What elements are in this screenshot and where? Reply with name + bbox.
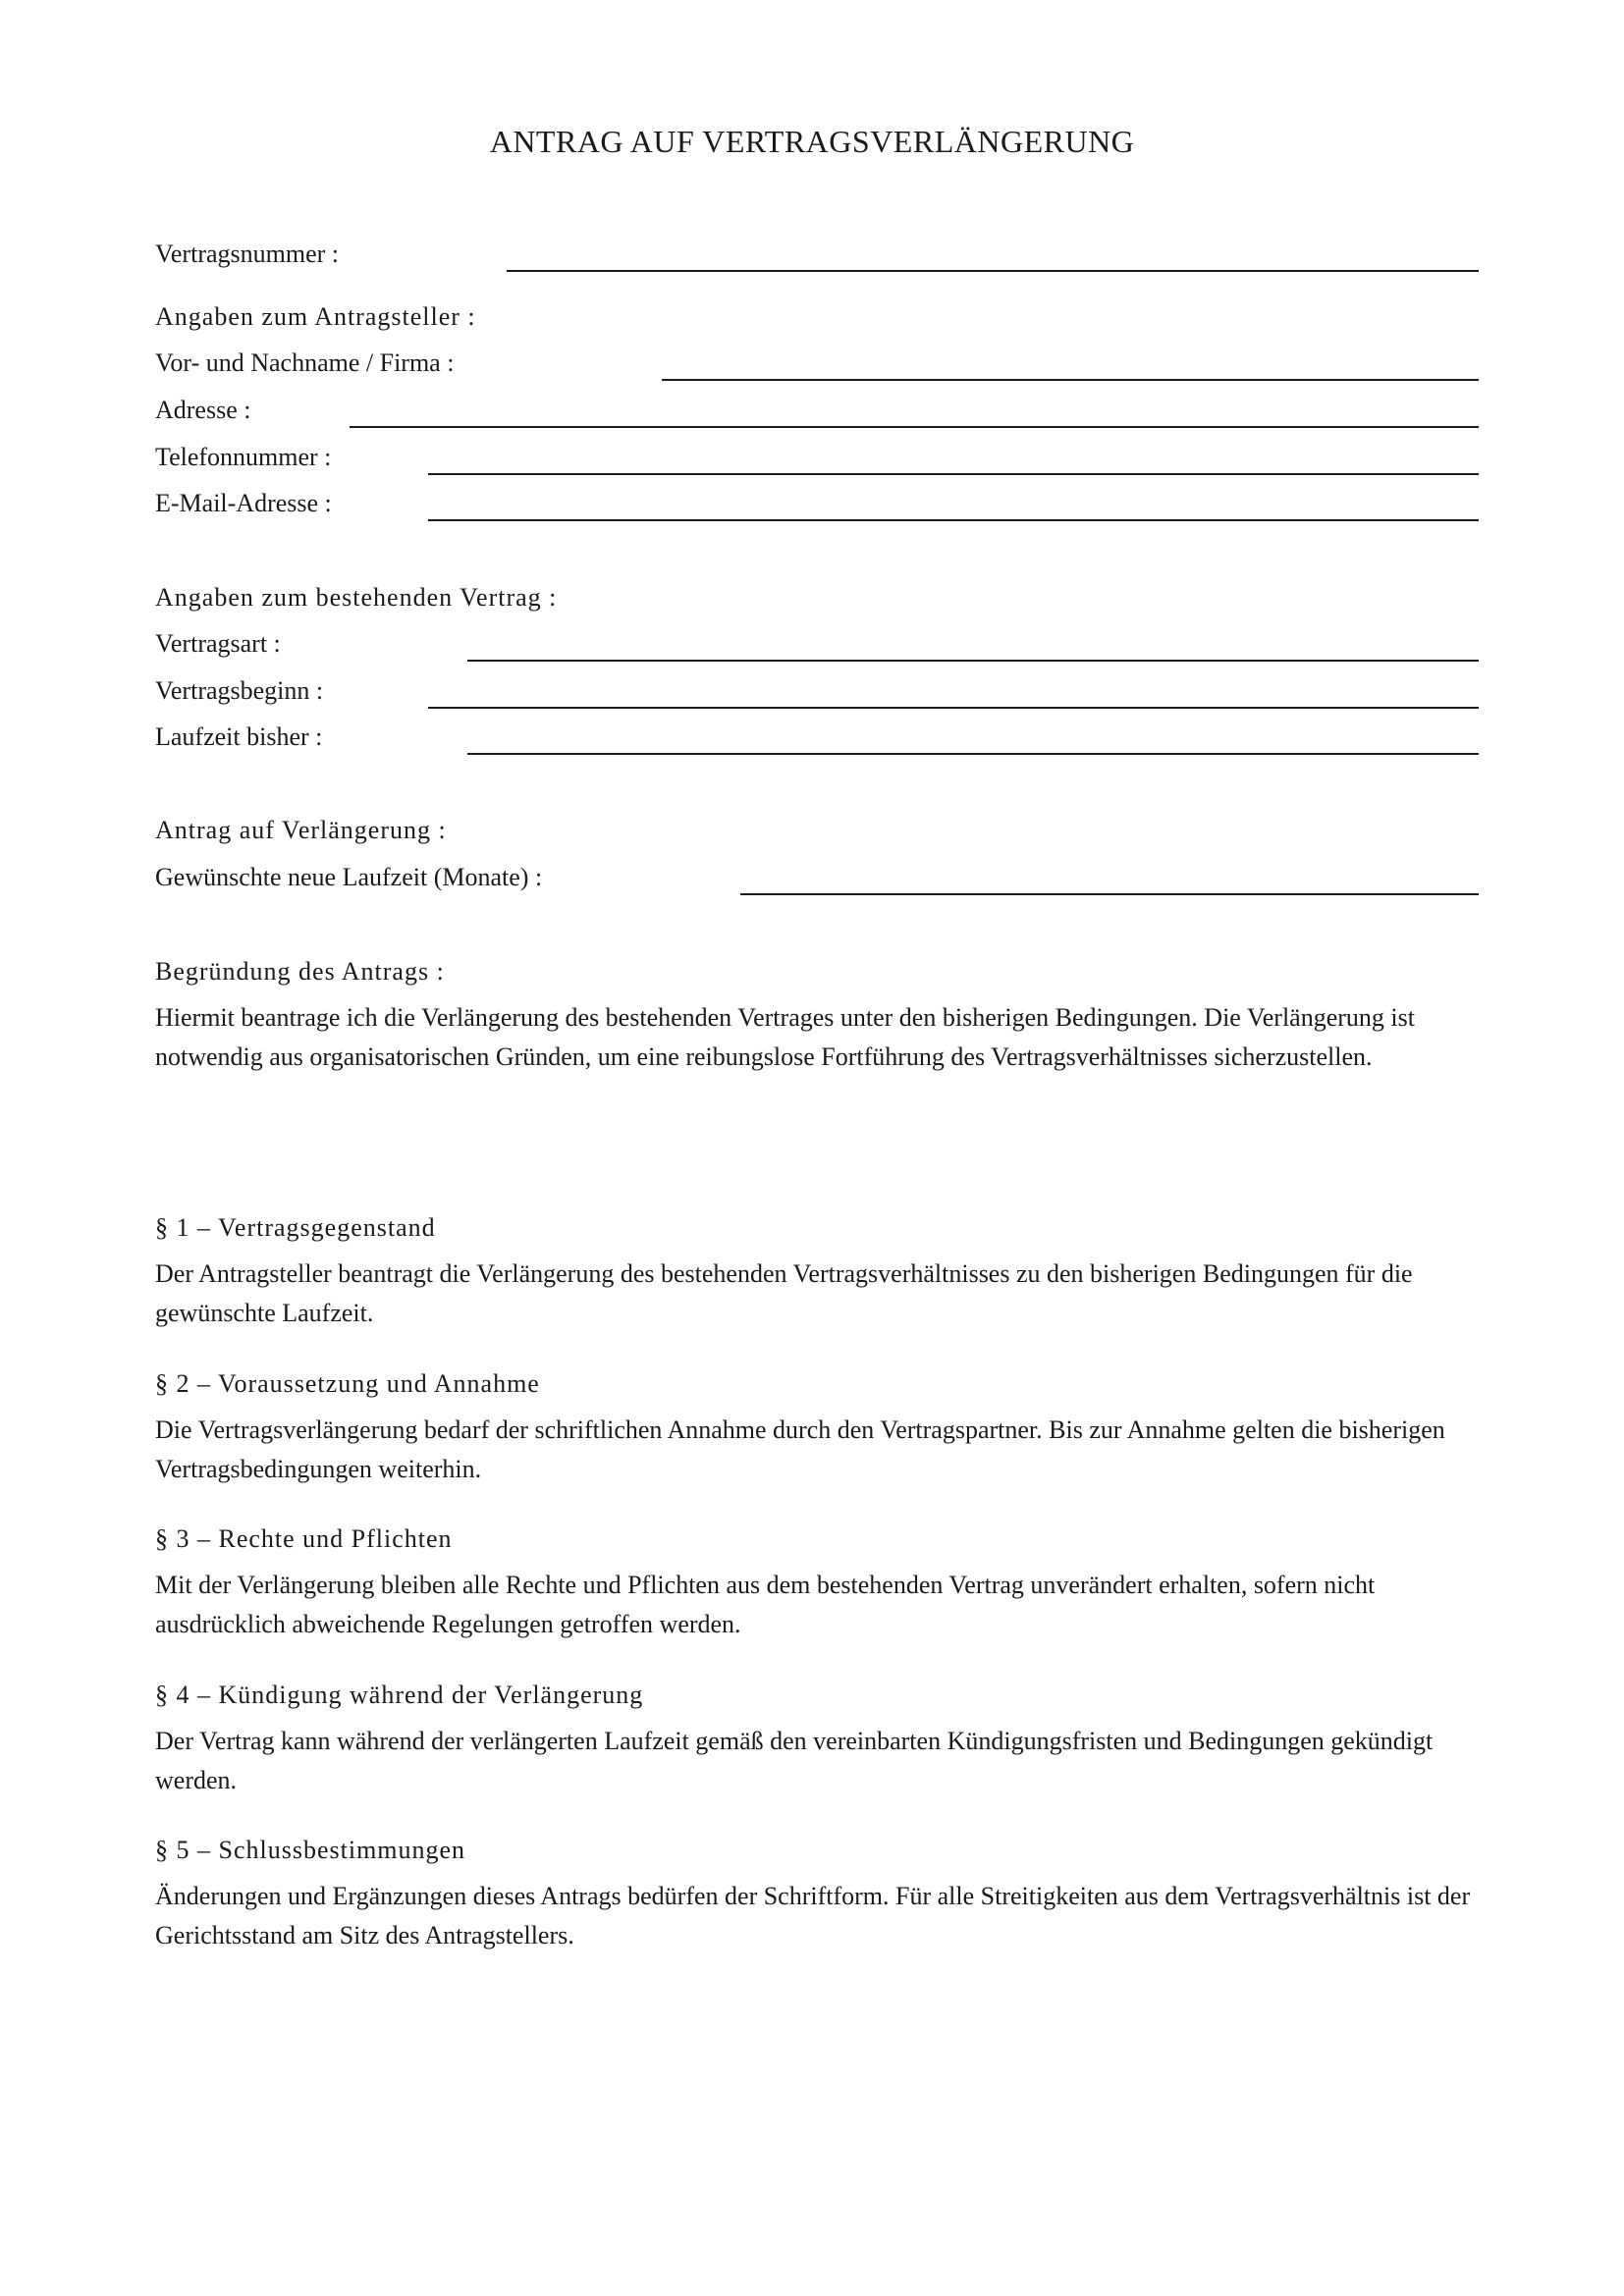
vertragsnummer-label: Vertragsnummer :: [155, 240, 340, 268]
paragraph-1-text: Der Antragsteller beantragt die Verlängerung des bestehenden Vertragsverhältnisses zu den bisherigen Bedingungen für die gewünschte Laufzeit.: [155, 1259, 1413, 1327]
vertragsnummer-field[interactable]: [507, 270, 1479, 272]
paragraph-4-heading: § 4 – Kündigung während der Verlängerung: [155, 1681, 644, 1709]
telefon-field[interactable]: [428, 473, 1479, 475]
laufzeit-bisher-label: Laufzeit bisher :: [155, 722, 323, 751]
document-title: ANTRAG AUF VERTRAGSVERLÄNGERUNG: [489, 124, 1135, 159]
vertragsbeginn-label: Vertragsbeginn :: [155, 676, 324, 705]
email-label: E-Mail-Adresse :: [155, 489, 332, 517]
paragraph-5-text: Änderungen und Ergänzungen dieses Antrags bedürfen der Schriftform. Für alle Streitigkeiten aus dem Vertragsverhältnis ist der Gerichtsstand am Sitz des Antragstellers.: [155, 1882, 1471, 1949]
vertragsart-label: Vertragsart :: [155, 629, 281, 658]
vertragsbeginn-field[interactable]: [428, 707, 1479, 709]
name-label: Vor- und Nachname / Firma :: [155, 348, 455, 377]
paragraph-5-heading: § 5 – Schlussbestimmungen: [155, 1836, 466, 1864]
name-field[interactable]: [662, 379, 1479, 381]
paragraph-1-heading: § 1 – Vertragsgegenstand: [155, 1213, 436, 1242]
vertragsart-field[interactable]: [467, 660, 1479, 662]
neue-laufzeit-label: Gewünschte neue Laufzeit (Monate) :: [155, 863, 543, 891]
paragraph-3-heading: § 3 – Rechte und Pflichten: [155, 1524, 453, 1553]
vertrag-heading: Angaben zum bestehenden Vertrag :: [155, 583, 558, 612]
email-field[interactable]: [428, 519, 1479, 521]
telefon-label: Telefonnummer :: [155, 443, 332, 471]
antragsteller-heading: Angaben zum Antragsteller :: [155, 302, 476, 331]
paragraph-2-text: Die Vertragsverlängerung bedarf der schriftlichen Annahme durch den Vertragspartner. Bis zur Annahme gelten die bisherigen Vertragsbedingungen weiterhin.: [155, 1415, 1445, 1483]
paragraph-3-text: Mit der Verlängerung bleiben alle Rechte und Pflichten aus dem bestehenden Vertrag unverändert erhalten, sofern nicht ausdrücklich abweichende Regelungen getroffen werden.: [155, 1571, 1376, 1638]
adresse-label: Adresse :: [155, 396, 251, 424]
paragraph-2-heading: § 2 – Voraussetzung und Annahme: [155, 1369, 540, 1398]
begruendung-text: Hiermit beantrage ich die Verlängerung des bestehenden Vertrages unter den bisherigen Bedingungen. Die Verlängerung ist notwendig aus organisatorischen Gründen, um eine reibungslose Fortführung des Vertragsverhältnisses sicherzustellen.: [155, 1003, 1415, 1071]
paragraph-4-text: Der Vertrag kann während der verlängerten Laufzeit gemäß den vereinbarten Kündigungsfristen und Bedingungen gekündigt werden.: [155, 1727, 1434, 1794]
verlaengerung-heading: Antrag auf Verlängerung :: [155, 816, 447, 844]
laufzeit-bisher-field[interactable]: [467, 753, 1479, 755]
neue-laufzeit-field[interactable]: [740, 893, 1479, 895]
adresse-field[interactable]: [350, 426, 1479, 428]
begruendung-heading: Begründung des Antrags :: [155, 957, 445, 986]
